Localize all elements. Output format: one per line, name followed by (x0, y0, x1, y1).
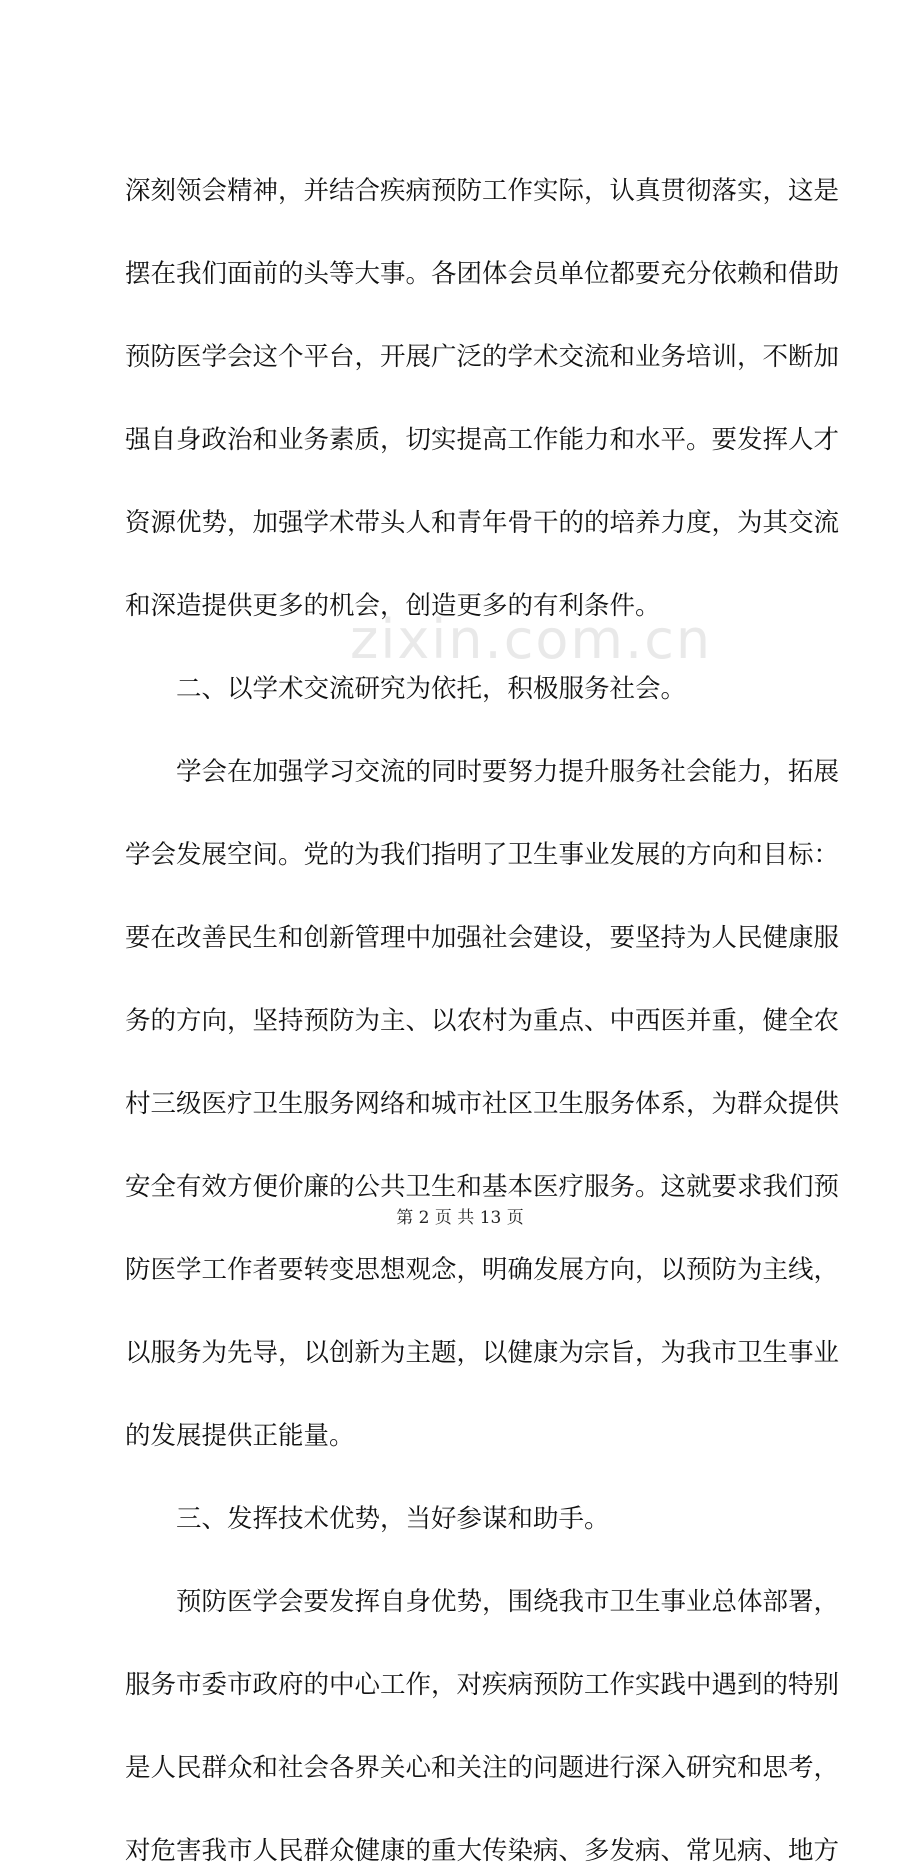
text-line: 防医学工作者要转变思想观念，明确发展方向，以预防为主线， (125, 1255, 840, 1285)
text-line: 预防医学会要发挥自身优势，围绕我市卫生事业总体部署， (176, 1587, 840, 1617)
text-line: 预防医学会这个平台，开展广泛的学术交流和业务培训，不断加 (125, 342, 840, 372)
text-line: 服务市委市政府的中心工作，对疾病预防工作实践中遇到的特别 (125, 1670, 840, 1700)
text-line: 安全有效方便价廉的公共卫生和基本医疗服务。这就要求我们预 (125, 1172, 840, 1202)
section-heading: 二、以学术交流研究为依托，积极服务社会。 (176, 674, 687, 704)
text-line: 摆在我们面前的头等大事。各团体会员单位都要充分依赖和借助 (125, 259, 840, 289)
text-line: 对危害我市人民群众健康的重大传染病、多发病、常见病、地方 (125, 1836, 840, 1866)
text-line: 和深造提供更多的机会，创造更多的有利条件。 (125, 591, 661, 621)
text-line: 学会在加强学习交流的同时要努力提升服务社会能力，拓展 (176, 757, 840, 787)
text-line: 是人民群众和社会各界关心和关注的问题进行深入研究和思考， (125, 1753, 840, 1783)
text-line: 要在改善民生和创新管理中加强社会建设，要坚持为人民健康服 (125, 923, 840, 953)
text-line: 学会发展空间。党的为我们指明了卫生事业发展的方向和目标： (125, 840, 840, 870)
text-line: 资源优势，加强学术带头人和青年骨干的的培养力度，为其交流 (125, 508, 840, 538)
watermark: zixin.com.cn (350, 608, 713, 671)
text-line: 以服务为先导，以创新为主题，以健康为宗旨，为我市卫生事业 (125, 1338, 840, 1368)
text-line: 强自身政治和业务素质，切实提高工作能力和水平。要发挥人才 (125, 425, 840, 455)
text-line: 的发展提供正能量。 (125, 1421, 355, 1451)
page-footer: 第 2 页 共 13 页 (396, 1208, 524, 1228)
text-line: 深刻领会精神，并结合疾病预防工作实际，认真贯彻落实，这是 (125, 176, 840, 206)
text-line: 村三级医疗卫生服务网络和城市社区卫生服务体系，为群众提供 (125, 1089, 840, 1119)
section-heading: 三、发挥技术优势，当好参谋和助手。 (176, 1504, 610, 1534)
text-line: 务的方向，坚持预防为主、以农村为重点、中西医并重，健全农 (125, 1006, 840, 1036)
